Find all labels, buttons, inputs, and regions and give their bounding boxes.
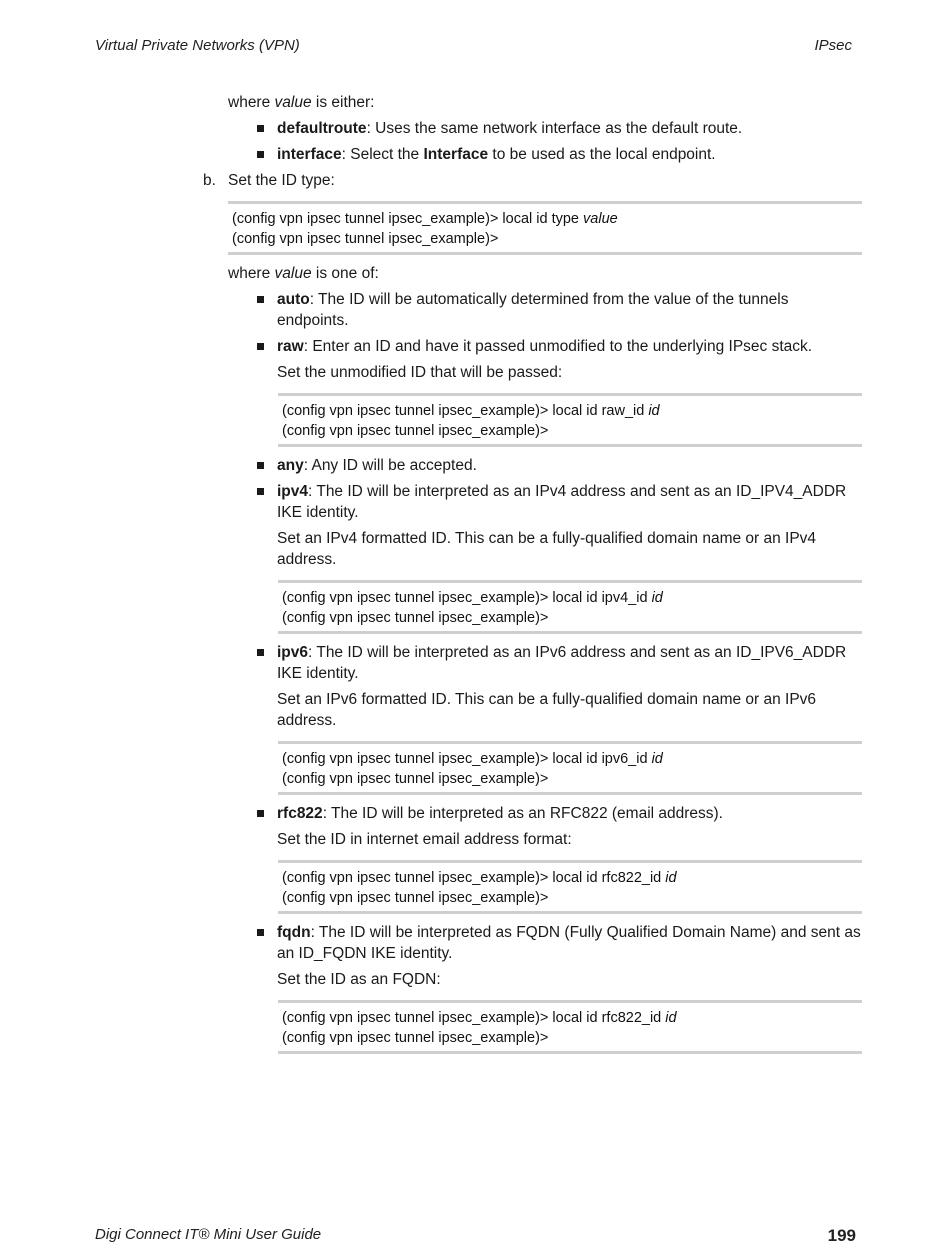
where-value: value [274, 265, 312, 282]
step-label: b. [203, 172, 216, 189]
code-text: (config vpn ipsec tunnel ipsec_example)> local id ipv4_id [282, 590, 652, 606]
bullet-ipv6 [277, 642, 846, 663]
code-arg: id [651, 590, 663, 606]
term: raw [277, 338, 304, 355]
bullet-marker [257, 649, 264, 656]
code-line [282, 588, 858, 608]
intro-is-either: is either: [311, 94, 375, 111]
code-line: (config vpn ipsec tunnel ipsec_example)> [282, 1030, 549, 1046]
code-line [282, 868, 858, 888]
bullet-auto-cont: endpoints. [277, 312, 349, 329]
code-block-id-type [228, 201, 862, 255]
code-line [282, 749, 858, 769]
bullet-any [277, 455, 477, 476]
ipv4-set-text-cont: address. [277, 551, 337, 568]
code-text: (config vpn ipsec tunnel ipsec_example)> local id rfc822_id [282, 870, 666, 886]
term: defaultroute [277, 120, 367, 137]
bullet-marker [257, 810, 264, 817]
code-block-raw [278, 393, 862, 447]
bullet-ipv4 [277, 481, 846, 502]
code-block-ipv4 [278, 580, 862, 634]
ipv6-set-text: Set an IPv6 formatted ID. This can be a fully-qualified domain name or an IPv6 [277, 691, 817, 708]
code-block-ipv6 [278, 741, 862, 795]
code-arg: id [665, 870, 677, 886]
code-line [282, 1008, 858, 1028]
intro-where [228, 92, 374, 113]
bullet-marker [257, 929, 264, 936]
code-line [282, 401, 858, 421]
desc: : The ID will be interpreted as an RFC822 (email address). [322, 805, 723, 822]
bullet-defaultroute [277, 118, 742, 139]
ipv4-set-text: Set an IPv4 formatted ID. This can be a fully-qualified domain name or an IPv4 [277, 530, 817, 547]
code-text: (config vpn ipsec tunnel ipsec_example)> local id ipv6_id [282, 751, 652, 767]
bullet-marker [257, 488, 264, 495]
code-arg: id [651, 751, 663, 767]
bullet-fqdn-cont: an ID_FQDN IKE identity. [277, 945, 453, 962]
where-is-one-of: is one of: [311, 265, 379, 282]
term: any [277, 457, 304, 474]
desc: : Uses the same network interface as the default route. [366, 120, 743, 137]
term: ipv6 [277, 644, 309, 661]
code-block-rfc822 [278, 860, 862, 914]
rfc822-set-text: Set the ID in internet email address format: [277, 831, 572, 848]
code-line: (config vpn ipsec tunnel ipsec_example)> [282, 610, 549, 626]
desc-bold: Interface [423, 146, 489, 163]
bullet-ipv4-cont: IKE identity. [277, 504, 359, 521]
code-arg: id [665, 1010, 677, 1026]
where-text: where [228, 265, 275, 282]
code-text: (config vpn ipsec tunnel ipsec_example)> local id type [232, 211, 584, 227]
where-one-of [228, 263, 379, 284]
code-line: (config vpn ipsec tunnel ipsec_example)> [282, 423, 549, 439]
code-block-fqdn [278, 1000, 862, 1054]
bullet-ipv6-cont: IKE identity. [277, 665, 359, 682]
bullet-fqdn [277, 922, 861, 943]
bullet-marker [257, 462, 264, 469]
running-footer-title: Digi Connect IT® Mini User Guide [95, 1226, 322, 1243]
term: rfc822 [277, 805, 323, 822]
bullet-marker [257, 343, 264, 350]
fqdn-set-text: Set the ID as an FQDN: [277, 971, 441, 988]
code-line: (config vpn ipsec tunnel ipsec_example)> [282, 771, 549, 787]
step-text: Set the ID type: [228, 172, 335, 189]
bullet-rfc822 [277, 803, 723, 824]
desc: : Select the [341, 146, 424, 163]
intro-where-text: where [228, 94, 275, 111]
code-line: (config vpn ipsec tunnel ipsec_example)> [232, 231, 499, 247]
desc: : The ID will be interpreted as an IPv6 address and sent as an ID_IPV6_ADDR [308, 644, 847, 661]
desc: : The ID will be automatically determined from the value of the tunnels [309, 291, 789, 308]
bullet-marker [257, 151, 264, 158]
bullet-marker [257, 125, 264, 132]
term: auto [277, 291, 310, 308]
desc: : Enter an ID and have it passed unmodified to the underlying IPsec stack. [303, 338, 813, 355]
code-line [232, 209, 858, 229]
desc: to be used as the local endpoint. [488, 146, 716, 163]
term: interface [277, 146, 342, 163]
bullet-interface [277, 144, 716, 165]
bullet-marker [257, 296, 264, 303]
code-text: (config vpn ipsec tunnel ipsec_example)> local id rfc822_id [282, 1010, 666, 1026]
running-header-right: IPsec [814, 37, 852, 54]
ipv6-set-text-cont: address. [277, 712, 337, 729]
desc: : The ID will be interpreted as an IPv4 address and sent as an ID_IPV4_ADDR [308, 483, 847, 500]
code-arg: value [583, 211, 618, 227]
desc: : Any ID will be accepted. [303, 457, 477, 474]
intro-value: value [274, 94, 312, 111]
code-arg: id [648, 403, 660, 419]
code-line: (config vpn ipsec tunnel ipsec_example)> [282, 890, 549, 906]
desc: : The ID will be interpreted as FQDN (Fully Qualified Domain Name) and sent as [310, 924, 861, 941]
code-text: (config vpn ipsec tunnel ipsec_example)> local id raw_id [282, 403, 649, 419]
raw-set-text: Set the unmodified ID that will be passed: [277, 364, 563, 381]
term: ipv4 [277, 483, 309, 500]
bullet-raw [277, 336, 812, 357]
bullet-auto [277, 289, 788, 310]
term: fqdn [277, 924, 311, 941]
running-header-left: Virtual Private Networks (VPN) [95, 37, 300, 54]
page-number: 199 [827, 1226, 856, 1245]
